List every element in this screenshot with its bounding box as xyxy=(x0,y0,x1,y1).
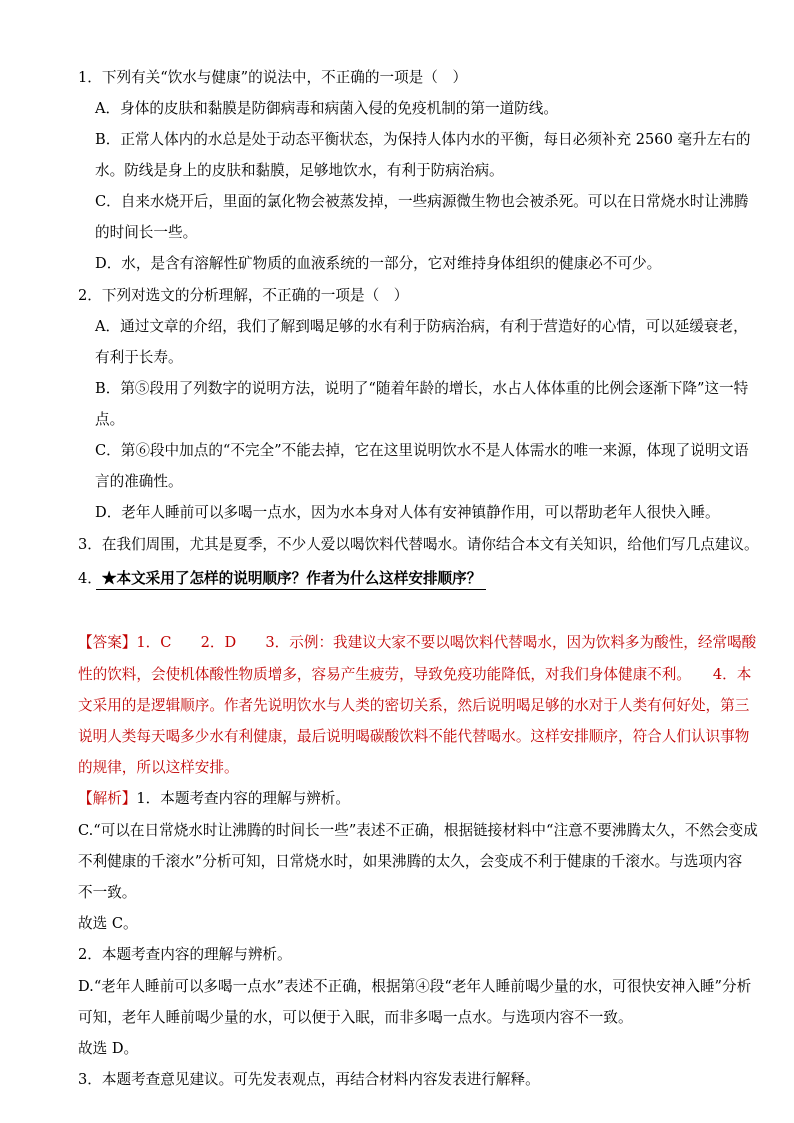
answer-line3: 文采用的是逻辑顺序。作者先说明饮水与人类的密切关系，然后说明喝足够的水对于人类有何好处，第三 xyxy=(78,697,750,714)
answer-line1 xyxy=(78,633,756,653)
analysis-text-1: 1．本题考查内容的理解与辨析。 xyxy=(136,790,350,807)
q2-option-b-line1: B．第⑤段用了列数字的说明方法，说明了“随着年龄的增长，水占人体体重的比例会逐渐下降”这一特 xyxy=(95,380,749,397)
q2-option-a-line1: A．通过文章的介绍，我们了解到喝足够的水有利于防病治病，有利于营造好的心情，可以延缓衰老， xyxy=(95,318,748,335)
q2-option-d: D．老年人睡前可以多喝一点水，因为水本身对人体有安神镇静作用，可以帮助老年人很快入睡。 xyxy=(95,504,720,521)
answer-text-1: 1．C 2．D 3．示例：我建议大家不要以喝饮料代替喝水，因为饮料多为酸性，经常喝酸 xyxy=(136,634,757,651)
analysis-line9: 故选 D。 xyxy=(78,1040,139,1057)
q1-option-b-line1: B．正常人体内的水总是处于动态平衡状态，为保持人体内水的平衡，每日必须补充 2560 毫升左右的 xyxy=(95,131,751,148)
q2-option-a-line2: 有利于长寿。 xyxy=(95,349,183,366)
answer-tag: 【答案】 xyxy=(78,634,137,651)
analysis-line2: C.“可以在日常烧水时让沸腾的时间长一些”表述不正确，根据链接材料中“注意不要沸腾太久，不然会变成 xyxy=(78,822,758,839)
analysis-line3: 不利健康的千滚水”分析可知，日常烧水时，如果沸腾的太久，会变成不利于健康的千滚水。与选项内容 xyxy=(78,853,743,870)
answer-line2: 性的饮料，会使机体酸性物质增多，容易产生疲劳，导致免疫功能降低，对我们身体健康不利。 4．本 xyxy=(78,666,752,683)
analysis-line8: 可知，老年人睡前喝少量的水，可以便于入眠，而非多喝一点水。与选项内容不一致。 xyxy=(78,1009,633,1026)
analysis-line1 xyxy=(78,789,350,809)
q4-line xyxy=(78,569,481,589)
analysis-line5: 故选 C。 xyxy=(78,915,138,932)
answer-line5: 的规律，所以这样安排。 xyxy=(78,759,239,776)
q4-number: 4． xyxy=(78,570,102,587)
q2-option-c-line1: C．第⑥段中加点的“不完全”不能去掉，它在这里说明饮水不是人体需水的唯一来源，体现了说明文语 xyxy=(95,442,749,459)
analysis-line6: 2．本题考查内容的理解与辨析。 xyxy=(78,946,292,963)
analysis-tag: 【解析】 xyxy=(78,790,137,807)
q2-option-b-line2: 点。 xyxy=(95,411,125,428)
q4-stem: ★本文采用了怎样的说明顺序？作者为什么这样安排顺序？ xyxy=(101,570,482,587)
q1-option-c-line2: 的时间长一些。 xyxy=(95,224,198,241)
q1-option-c-line1: C．自来水烧开后，里面的氯化物会被蒸发掉，一些病源微生物也会被杀死。可以在日常烧水时让沸腾 xyxy=(95,193,749,210)
q4-underline xyxy=(96,589,486,590)
q2-stem: 2．下列对选文的分析理解，不正确的一项是（ ） xyxy=(78,287,409,304)
q3-stem: 3．在我们周围，尤其是夏季，不少人爱以喝饮料代替喝水。请你结合本文有关知识，给他们写几点建议。 xyxy=(78,536,759,553)
analysis-line4: 不一致。 xyxy=(78,884,137,901)
analysis-line7: D.“老年人睡前可以多喝一点水”表述不正确，根据第④段“老年人睡前喝少量的水，可很快安神入睡”分析 xyxy=(78,978,752,995)
q1-stem: 1．下列有关“饮水与健康”的说法中，不正确的一项是（ ） xyxy=(78,69,468,86)
q2-option-c-line2: 言的准确性。 xyxy=(95,473,183,490)
q1-option-a: A．身体的皮肤和黏膜是防御病毒和病菌入侵的免疫机制的第一道防线。 xyxy=(95,100,558,117)
answer-line4: 说明人类每天喝多少水有利健康，最后说明喝碳酸饮料不能代替喝水。这样安排顺序，符合人们认识事物 xyxy=(78,728,750,745)
q1-option-b-line2: 水。防线是身上的皮肤和黏膜，足够地饮水，有利于防病治病。 xyxy=(95,162,504,179)
q1-option-d: D．水，是含有溶解性矿物质的血液系统的一部分，它对维持身体组织的健康必不可少。 xyxy=(95,255,662,272)
analysis-line10: 3．本题考查意见建议。可先发表观点，再结合材料内容发表进行解释。 xyxy=(78,1071,540,1088)
